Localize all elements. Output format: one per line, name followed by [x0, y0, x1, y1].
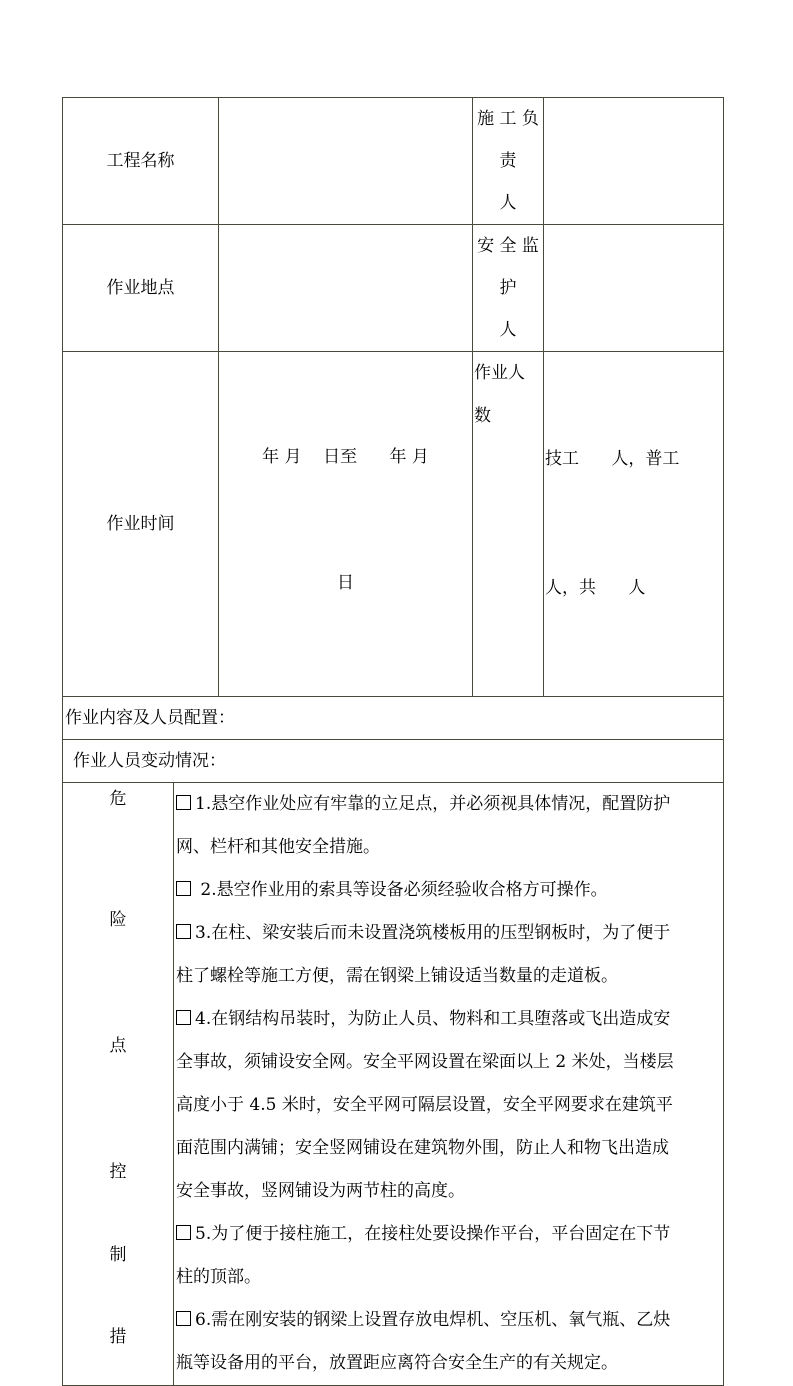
measure-item: 6.需在刚安装的钢梁上设置存放电焊机、空压机、氧气瓶、乙炔 瓶等设备用的平台，放置距应离符合安全生产的有关规定。 — [176, 1310, 671, 1373]
measures-list — [174, 783, 724, 1386]
checkbox[interactable] — [176, 881, 191, 896]
measure-item: 4.在钢结构吊装时，为防止人员、物料和工具堕落或飞出造成安 全事故，须铺设安全网。安全平网设置在梁面以上 2 米处，当楼层 高度小于 4.5 米时，安全平网可隔层设置，安全平网要求在建筑平 面范围内满铺；安全竖网铺设在建筑物外围，防止人和物飞出造成 安全事故，竖网铺设为两节柱的高度。 — [176, 1009, 674, 1201]
work-time-label: 作业时间 — [63, 352, 219, 697]
hazard-char: 点 — [109, 1036, 127, 1056]
measure-item: 5.为了便于接柱施工，在接柱处要设操作平台，平台固定在下节 柱的顶部。 — [176, 1224, 671, 1287]
workers-count-value[interactable]: 技工 人，普工 人，共 人 — [544, 352, 724, 697]
construction-leader-label: 施 工 负 责 人 — [473, 98, 544, 225]
work-permit-table — [62, 97, 724, 1386]
hazard-char: 险 — [109, 910, 127, 930]
work-time-value[interactable]: 年 月 日至 年 月 日 — [219, 352, 473, 697]
workers-count-label: 作业人 数 — [473, 352, 544, 697]
row-hazard-measures — [63, 783, 724, 1386]
change-label: 作业人员变动情况： — [63, 740, 724, 783]
hazard-side-label — [63, 783, 174, 1386]
measure-item: 1.悬空作业处应有牢靠的立足点，并必须视具体情况，配置防护 网、栏杆和其他安全措施。 — [176, 794, 671, 857]
hazard-char: 危 — [109, 789, 127, 809]
checkbox[interactable] — [176, 1010, 191, 1025]
content-label: 作业内容及人员配置： — [63, 697, 724, 740]
hazard-char: 控 — [109, 1162, 127, 1182]
row-project-name — [63, 98, 724, 225]
row-location — [63, 225, 724, 352]
location-label: 作业地点 — [63, 225, 219, 352]
safety-supervisor-label: 安 全 监 护 人 — [473, 225, 544, 352]
measure-item: 3.在柱、梁安装后而未设置浇筑楼板用的压型钢板时，为了便于 柱了螺栓等施工方便，需在钢梁上铺设适当数量的走道板。 — [176, 923, 671, 986]
row-content — [63, 697, 724, 740]
measure-item: 2.悬空作业用的索具等设备必须经验收合格方可操作。 — [176, 869, 721, 912]
hazard-char: 制 — [109, 1245, 127, 1265]
checkbox[interactable] — [176, 795, 191, 810]
hazard-char: 措 — [109, 1327, 127, 1347]
checkbox[interactable] — [176, 924, 191, 939]
project-name-label: 工程名称 — [63, 98, 219, 225]
row-work-time — [63, 352, 724, 697]
construction-leader-value[interactable] — [544, 98, 724, 225]
safety-supervisor-value[interactable] — [544, 225, 724, 352]
checkbox[interactable] — [176, 1225, 191, 1240]
checkbox[interactable] — [176, 1311, 191, 1326]
row-change — [63, 740, 724, 783]
project-name-value[interactable] — [219, 98, 473, 225]
location-value[interactable] — [219, 225, 473, 352]
